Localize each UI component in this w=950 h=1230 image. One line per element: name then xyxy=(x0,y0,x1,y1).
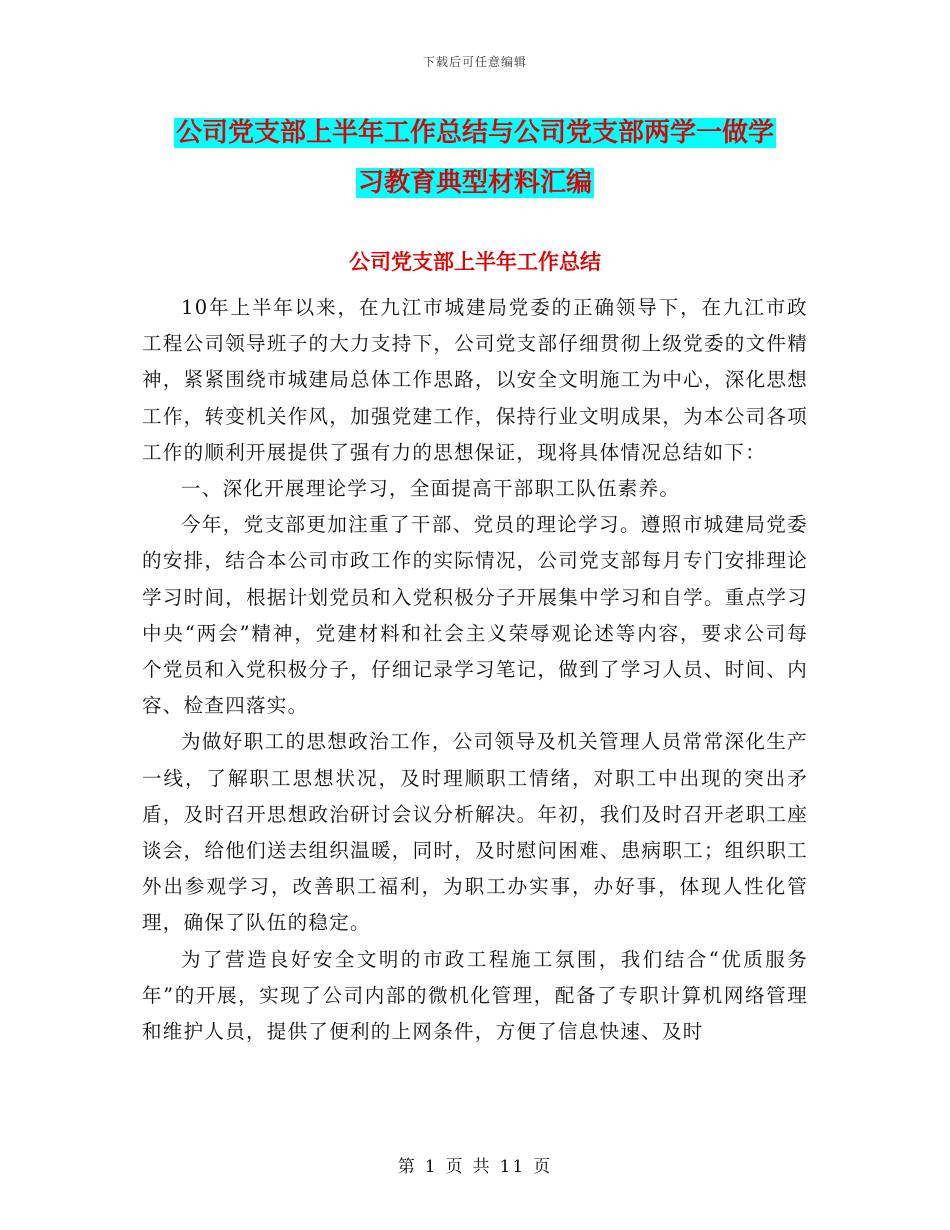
body-text xyxy=(142,290,808,1050)
paragraph: 为做好职工的思想政治工作，公司领导及机关管理人员常常深化生产一线，了解职工思想状况，及时理顺职工情绪，对职工中出现的突出矛盾，及时召开思想政治研讨会议分析解决。年初，我们及时召开老职工座谈会，给他们送去组织温暖，同时，及时慰问困难、患病职工；组织职工外出参观学习，改善职工福利，为职工办实事，办好事，体现人性化管理，确保了队伍的稳定。 xyxy=(142,730,808,935)
footer-page-unit: 页 xyxy=(445,1157,465,1177)
header-note: 下载后可任意编辑 xyxy=(422,55,527,69)
page-footer xyxy=(0,1152,950,1177)
section-title: 公司党支部上半年工作总结 xyxy=(349,250,601,274)
document-title-line-2: 习教育典型材料汇编 xyxy=(357,168,592,198)
paragraph: 为了营造良好安全文明的市政工程施工氛围，我们结合“优质服务年”的开展，实现了公司内部的微机化管理，配备了专职计算机网络管理和维护人员，提供了便利的上网条件，方便了信息快速、及时 xyxy=(142,947,808,1044)
total-pages-number: 11 xyxy=(499,1157,526,1177)
current-page-number: 1 xyxy=(424,1157,438,1177)
document-title xyxy=(0,108,950,208)
footer-prefix: 第 xyxy=(397,1157,417,1177)
paragraph: 今年，党支部更加注重了干部、党员的理论学习。遵照市城建局党委的安排，结合本公司市政工作的实际情况，公司党支部每月专门安排理论学习时间，根据计划党员和入党积极分子开展集中学习和自学。重点学习中央“两会”精神，党建材料和社会主义荣辱观论述等内容，要求公司每个党员和入党积极分子，仔细记录学习笔记，做到了学习人员、时间、内容、检查四落实。 xyxy=(142,513,808,718)
footer-total-unit: 页 xyxy=(533,1157,553,1177)
footer-total-prefix: 共 xyxy=(472,1157,492,1177)
paragraph-heading: 一、深化开展理论学习，全面提高干部职工队伍素养。 xyxy=(181,477,681,501)
document-title-line-1: 公司党支部上半年工作总结与公司党支部两学一做学 xyxy=(175,118,774,148)
paragraph: 10年上半年以来，在九江市城建局党委的正确领导下，在九江市政工程公司领导班子的大力支持下，公司党支部仔细贯彻上级党委的文件精神，紧紧围绕市城建局总体工作思路，以安全文明施工为中心，深化思想工作，转变机关作风，加强党建工作，保持行业文明成果，为本公司各项工作的顺利开展提供了强有力的思想保证，现将具体情况总结如下： xyxy=(142,296,808,464)
